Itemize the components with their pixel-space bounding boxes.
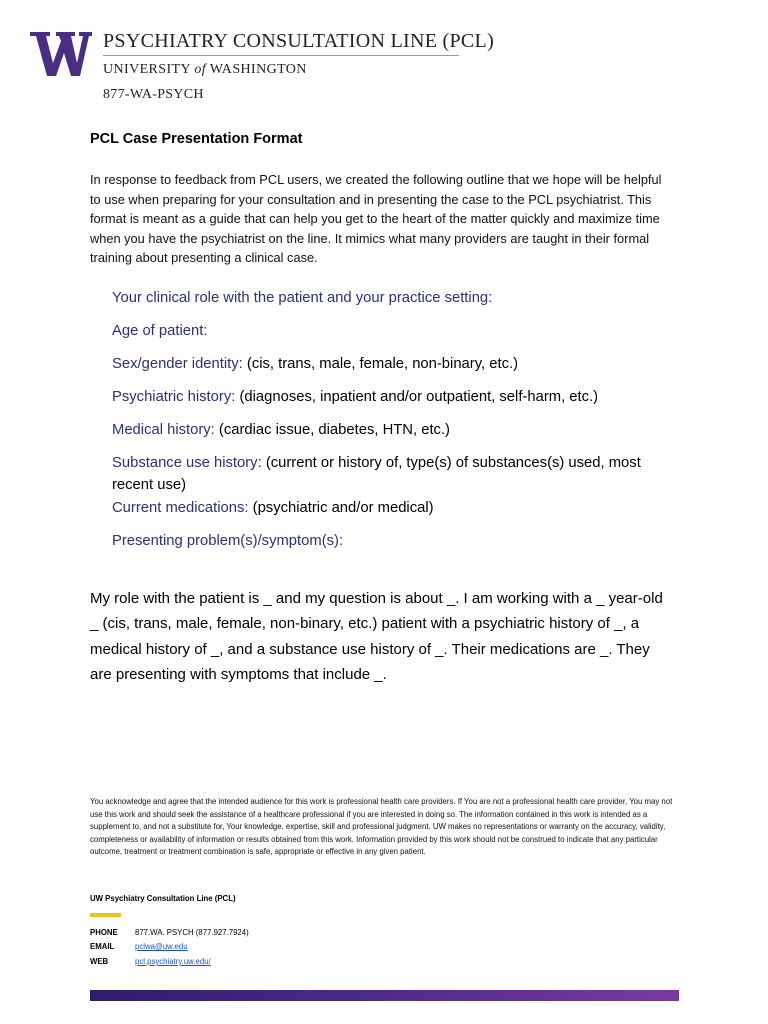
outline-value: (cardiac issue, diabetes, HTN, etc.) [214, 422, 450, 438]
outline-value: (diagnoses, inpatient and/or outpatient, self-harm, etc.) [235, 389, 599, 405]
web-label: WEB [90, 957, 109, 966]
footer-org-name: UW Psychiatry Consultation Line (PCL) [90, 894, 236, 903]
header-divider [103, 55, 459, 56]
outline-item-medical-history [112, 419, 672, 441]
outline-item-age [112, 320, 672, 342]
outline-item-clinical-role [112, 287, 672, 309]
outline-label: Age of patient: [112, 323, 208, 339]
outline-label: Presenting problem(s)/symptom(s): [112, 533, 344, 549]
outline-label: Your clinical role with the patient and your practice setting: [112, 290, 493, 306]
outline-item-sex-gender [112, 353, 672, 375]
footer-accent-bar [90, 913, 121, 917]
outline-item-psychiatric-history [112, 386, 672, 408]
outline-value: (cis, trans, male, female, non-binary, etc.) [242, 356, 519, 372]
header-title: PSYCHIATRY CONSULTATION LINE (PCL) [103, 30, 495, 52]
outline-label: Substance use history: [112, 455, 262, 471]
outline-label: Psychiatric history: [112, 389, 236, 405]
univ-of: of [194, 62, 207, 77]
footer-gradient-bar [90, 990, 679, 1001]
univ-suffix: WASHINGTON [209, 62, 307, 77]
web-link[interactable]: pcl.psychiatry.uw.edu/ [135, 957, 211, 966]
outline-item-presenting-problem [112, 530, 672, 552]
email-label: EMAIL [90, 942, 115, 951]
intro-paragraph: In response to feedback from PCL users, we created the following outline that we hope will be helpful to use when preparing for your consultation and in presenting the case to the PCL psychiatrist. This format is meant as a guide that can help you get to the heart of the matter quickly and maximize time when you have the psychiatrist on the line. It mimics what many providers are taught in their formal training about presenting a clinical case. [90, 172, 662, 265]
disclaimer: You acknowledge and agree that the intended audience for this work is professional health care providers. If You are not a professional health care provider, You may not use this work and should seek the assistance of a healthcare professional if you are interested in doing so. The information contained in this work is intended as a supplement to, and not a substitute for, Your knowledge, expertise, skill and professional judgment. UW makes no representations or warranty on the accuracy, validity, completeness or availability of information or results obtained from this work. Information provided by this work should not be construed to indicate that any particular outcome, treatment or treatment combination is safe, appropriate or effective in any given patient. [90, 797, 673, 857]
univ-prefix: UNIVERSITY [103, 62, 191, 77]
outline-item-substance-use [112, 452, 672, 496]
phone-value: 877.WA. PSYCH (877.927.7924) [135, 928, 249, 937]
outline-value: (current or history of, type(s) of substances(s) used, most recent use) [112, 455, 641, 493]
outline-label: Sex/gender identity: [112, 356, 243, 372]
outline-value: (psychiatric and/or medical) [248, 500, 434, 516]
outline-label: Medical history: [112, 422, 215, 438]
template-paragraph: My role with the patient is _ and my question is about _. I am working with a _ year-old _ (cis, trans, male, female, non-binary, etc.) patient with a psychiatric history of _, a medical history of _, and a substance use history of _. Their medications are _. They are presenting with symptoms that include _. [90, 590, 663, 683]
phone-label: PHONE [90, 928, 118, 937]
uw-w-logo [30, 32, 92, 76]
header-university [103, 62, 307, 78]
email-link[interactable]: pclwa@uw.edu [135, 942, 188, 951]
header-phone: 877-WA-PSYCH [103, 87, 204, 102]
outline-label: Current medications: [112, 500, 249, 516]
outline-item-medications [112, 497, 672, 519]
document-title: PCL Case Presentation Format [90, 131, 303, 147]
